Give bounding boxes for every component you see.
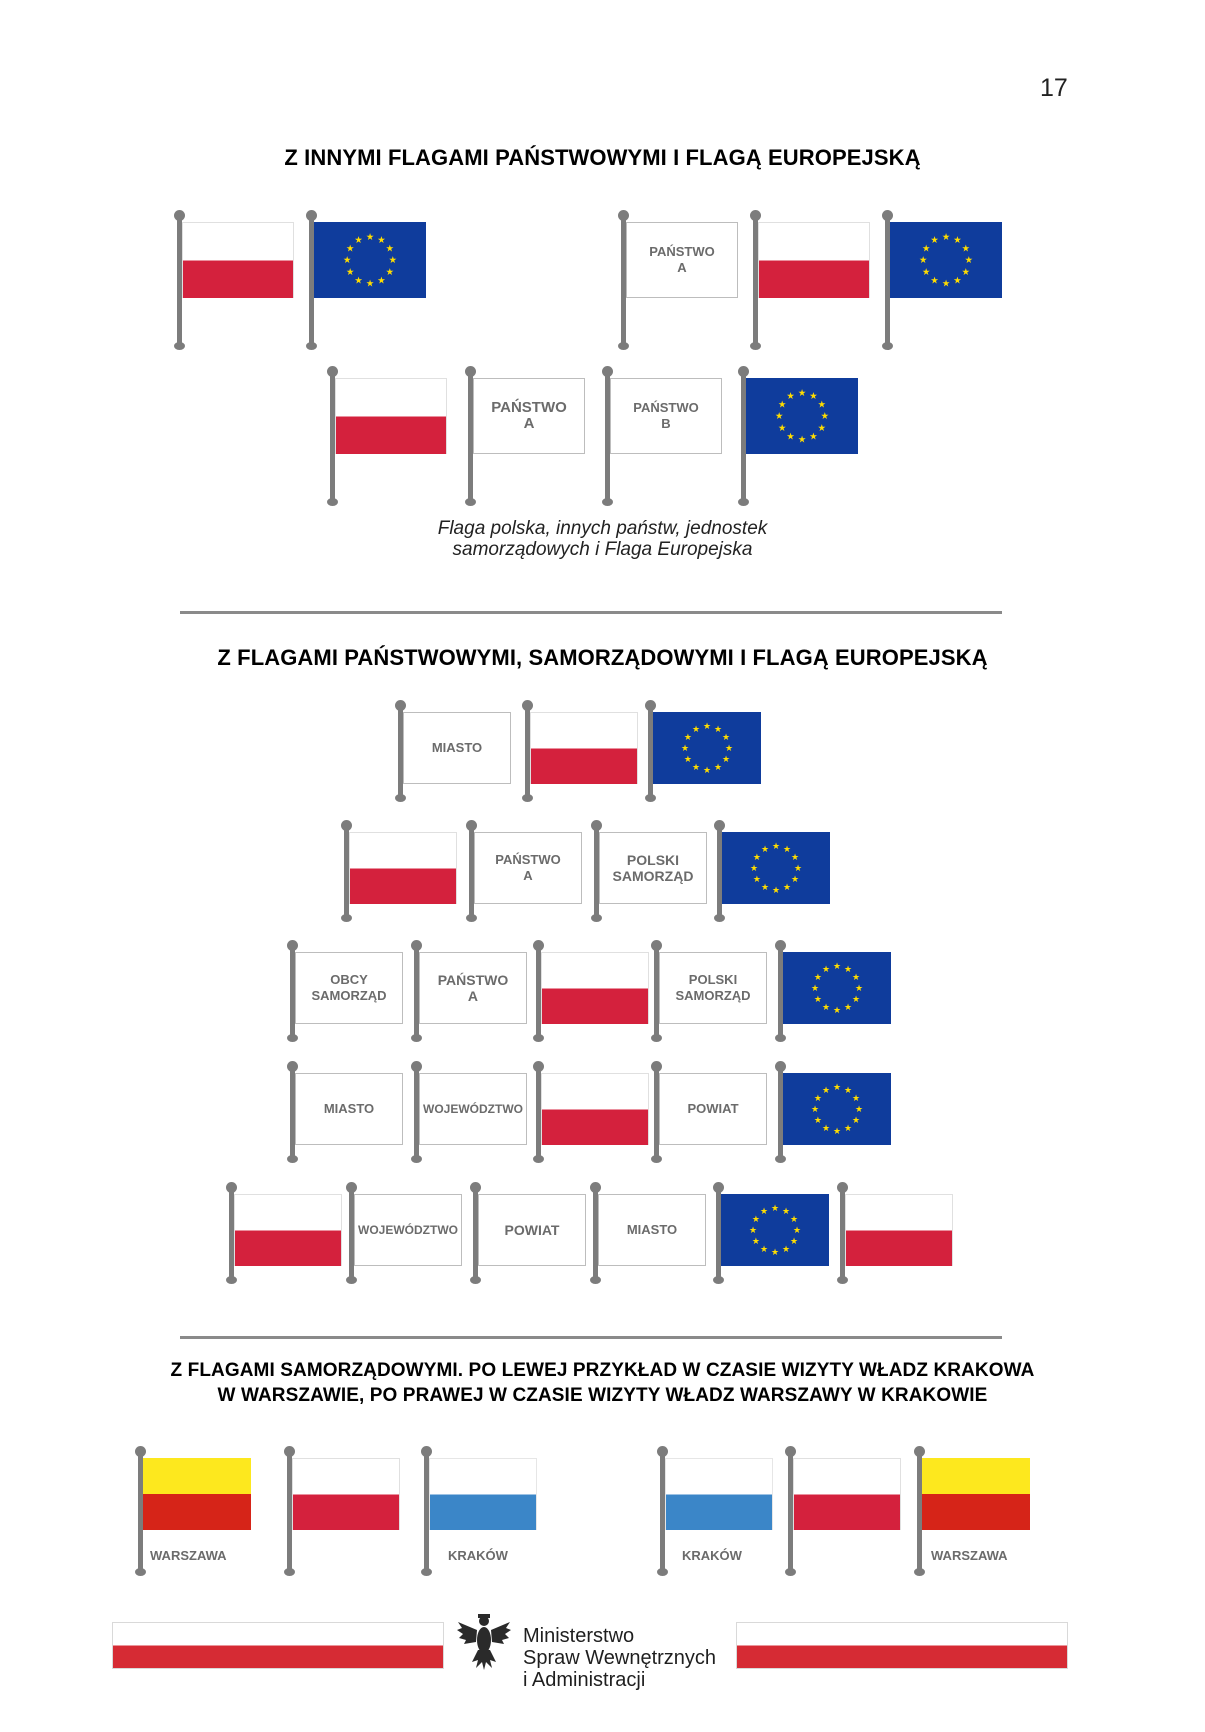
eu-star: ★ bbox=[810, 1105, 820, 1115]
section-divider-2 bbox=[180, 1336, 1002, 1339]
flagpole-finial bbox=[837, 1182, 848, 1193]
eu-star: ★ bbox=[722, 733, 731, 743]
flag-cloth-pl bbox=[845, 1194, 953, 1266]
eu-stars-icon bbox=[783, 1073, 891, 1145]
eu-star: ★ bbox=[852, 973, 861, 983]
flagpole-base bbox=[651, 1034, 662, 1042]
eu-star: ★ bbox=[790, 1215, 799, 1225]
eu-star: ★ bbox=[813, 973, 822, 983]
flagpole-finial bbox=[284, 1446, 295, 1457]
eu-star: ★ bbox=[930, 275, 939, 287]
flag-cloth-pl bbox=[541, 952, 649, 1024]
flagpole-base bbox=[327, 498, 338, 506]
eu-star: ★ bbox=[778, 399, 787, 411]
flagpole-finial bbox=[341, 820, 352, 831]
flagpole-finial bbox=[346, 1182, 357, 1193]
flagpole-finial bbox=[226, 1182, 237, 1193]
flagpole-finial bbox=[466, 820, 477, 831]
section-3-heading-line-2: W WARSZAWIE, PO PRAWEJ W CZASIE WIZYTY WŁADZ WARSZAWY W KRAKOWIE bbox=[217, 1385, 988, 1406]
flagpole-finial bbox=[327, 366, 338, 377]
ministry-name bbox=[523, 1625, 716, 1691]
eu-star: ★ bbox=[832, 1006, 842, 1016]
polish-eagle-emblem-icon bbox=[456, 1612, 512, 1674]
eu-star: ★ bbox=[941, 278, 951, 290]
eu-star: ★ bbox=[832, 1083, 842, 1093]
eu-star: ★ bbox=[961, 243, 970, 255]
eu-star: ★ bbox=[385, 266, 394, 278]
eu-star: ★ bbox=[964, 255, 973, 267]
flagpole-base bbox=[522, 794, 533, 802]
flag-cloth-wh bbox=[474, 832, 582, 904]
eu-star: ★ bbox=[821, 1124, 831, 1135]
eu-star: ★ bbox=[781, 1245, 791, 1256]
flagpole-base bbox=[602, 498, 613, 506]
eu-star: ★ bbox=[782, 844, 792, 855]
eu-star: ★ bbox=[809, 431, 818, 443]
eu-star: ★ bbox=[782, 883, 792, 894]
eu-star: ★ bbox=[778, 422, 787, 434]
eu-star: ★ bbox=[377, 234, 386, 247]
eu-star: ★ bbox=[781, 1206, 791, 1217]
page-number: 17 bbox=[1040, 74, 1068, 102]
eu-star: ★ bbox=[786, 390, 795, 403]
flag-label: PAŃSTWO A bbox=[649, 244, 715, 275]
flag-cloth-wr bbox=[922, 1458, 1030, 1530]
eu-star: ★ bbox=[346, 266, 355, 278]
flag-cloth-wr bbox=[143, 1458, 251, 1530]
eu-star: ★ bbox=[385, 243, 394, 255]
flagpole-base bbox=[465, 498, 476, 506]
eu-star: ★ bbox=[843, 1124, 853, 1135]
flag-cloth-pl bbox=[349, 832, 457, 904]
flagpole-base bbox=[785, 1568, 796, 1576]
flagpole-base bbox=[914, 1568, 925, 1576]
section-2-heading: Z FLAGAMI PAŃSTWOWYMI, SAMORZĄDOWYMI I FLAGĄ EUROPEJSKĄ bbox=[217, 645, 988, 670]
flag-cloth-wh bbox=[478, 1194, 586, 1266]
flag-cloth-kr bbox=[429, 1458, 537, 1530]
eu-star: ★ bbox=[775, 411, 784, 423]
eu-star: ★ bbox=[821, 1003, 831, 1014]
flagpole-base bbox=[395, 794, 406, 802]
eu-star: ★ bbox=[722, 755, 731, 765]
flag-cloth-kr bbox=[665, 1458, 773, 1530]
flag-cloth-eu bbox=[746, 378, 858, 454]
flag-cloth-eu bbox=[722, 832, 830, 904]
flagpole-base bbox=[618, 342, 629, 350]
flag-label: MIASTO bbox=[323, 1101, 375, 1116]
flagpole-base bbox=[837, 1276, 848, 1284]
flagpole-finial bbox=[785, 1446, 796, 1457]
flagpole-finial bbox=[174, 210, 185, 221]
eu-star: ★ bbox=[792, 1226, 802, 1236]
flag-cloth-eu bbox=[314, 222, 426, 298]
eu-star: ★ bbox=[821, 1085, 831, 1096]
eu-star: ★ bbox=[751, 1215, 760, 1225]
flagpole-finial bbox=[882, 210, 893, 221]
eu-star: ★ bbox=[771, 886, 781, 896]
flag-label: POLSKI SAMORZĄD bbox=[675, 972, 751, 1003]
flag-cloth-pl bbox=[793, 1458, 901, 1530]
flag-cloth-wh bbox=[295, 1073, 403, 1145]
flag-label: WOJEWÓDZTWO bbox=[358, 1223, 458, 1237]
flagpole-base bbox=[411, 1034, 422, 1042]
flagpole-finial bbox=[618, 210, 629, 221]
flagpole-base bbox=[738, 498, 749, 506]
flagpole-finial bbox=[135, 1446, 146, 1457]
flagpole-base bbox=[135, 1568, 146, 1576]
flag-caption: KRAKÓW bbox=[682, 1548, 742, 1563]
eu-star: ★ bbox=[854, 984, 864, 994]
eu-star: ★ bbox=[820, 411, 829, 423]
eu-star: ★ bbox=[809, 390, 818, 403]
eu-star: ★ bbox=[843, 964, 853, 975]
eu-star: ★ bbox=[813, 1116, 822, 1126]
flagpole-finial bbox=[738, 366, 749, 377]
flag-cloth-wh bbox=[598, 1194, 706, 1266]
flag-cloth-pl bbox=[234, 1194, 342, 1266]
eu-star: ★ bbox=[680, 744, 690, 754]
flagpole-base bbox=[533, 1155, 544, 1163]
flagpole-finial bbox=[470, 1182, 481, 1193]
footer-flag-band-right bbox=[736, 1622, 1068, 1669]
eu-star: ★ bbox=[759, 1245, 769, 1256]
flag-caption: KRAKÓW bbox=[448, 1548, 508, 1563]
flag-caption: WARSZAWA bbox=[150, 1548, 227, 1563]
flag-cloth-pl bbox=[335, 378, 447, 454]
eu-star: ★ bbox=[793, 864, 803, 874]
flagpole-finial bbox=[411, 1061, 422, 1072]
flag-label: MIASTO bbox=[626, 1222, 678, 1237]
flag-cloth-wh bbox=[403, 712, 511, 784]
flagpole-finial bbox=[306, 210, 317, 221]
flag-label: POWIAT bbox=[504, 1222, 560, 1238]
eu-star: ★ bbox=[713, 763, 723, 774]
flagpole-base bbox=[657, 1568, 668, 1576]
eu-stars-icon bbox=[722, 832, 830, 904]
flagpole-finial bbox=[775, 1061, 786, 1072]
eu-star: ★ bbox=[770, 1204, 780, 1214]
eu-stars-icon bbox=[721, 1194, 829, 1266]
eu-stars-icon bbox=[653, 712, 761, 784]
eu-star: ★ bbox=[832, 1127, 842, 1137]
ministry-line-1: Ministerstwo bbox=[523, 1625, 635, 1647]
eu-star: ★ bbox=[953, 275, 962, 287]
eu-star: ★ bbox=[854, 1105, 864, 1115]
eu-star: ★ bbox=[365, 278, 375, 290]
flagpole-base bbox=[287, 1034, 298, 1042]
flag-cloth-wh bbox=[354, 1194, 462, 1266]
flagpole-base bbox=[174, 342, 185, 350]
flag-cloth-eu bbox=[783, 952, 891, 1024]
flagpole-finial bbox=[533, 1061, 544, 1072]
flag-cloth-wh bbox=[419, 952, 527, 1024]
eu-star: ★ bbox=[760, 883, 770, 894]
eu-star: ★ bbox=[810, 984, 820, 994]
flagpole-base bbox=[411, 1155, 422, 1163]
flag-cloth-wh bbox=[419, 1073, 527, 1145]
flag-cloth-pl bbox=[182, 222, 294, 298]
flag-label: OBCY SAMORZĄD bbox=[311, 972, 387, 1003]
section-1-caption: Flaga polska, innych państw, jednostek samorządowych i Flaga Europejska bbox=[437, 518, 768, 560]
flagpole-finial bbox=[395, 700, 406, 711]
flag-cloth-pl bbox=[541, 1073, 649, 1145]
eu-star: ★ bbox=[702, 766, 712, 776]
flagpole-base bbox=[306, 342, 317, 350]
eu-star: ★ bbox=[797, 434, 807, 446]
eu-star: ★ bbox=[752, 853, 761, 863]
eu-star: ★ bbox=[832, 962, 842, 972]
section-3-heading-line-1: Z FLAGAMI SAMORZĄDOWYMI. PO LEWEJ PRZYKŁAD W CZASIE WIZYTY WŁADZ KRAKOWA bbox=[170, 1360, 1035, 1381]
eu-star: ★ bbox=[790, 1237, 799, 1247]
flagpole-base bbox=[421, 1568, 432, 1576]
flag-cloth-wh bbox=[473, 378, 585, 454]
ministry-line-3: i Administracji bbox=[523, 1669, 646, 1691]
eu-star: ★ bbox=[922, 266, 931, 278]
flagpole-finial bbox=[533, 940, 544, 951]
flag-label: PAŃSTWO A bbox=[495, 852, 561, 883]
flagpole-finial bbox=[591, 820, 602, 831]
flagpole-base bbox=[714, 914, 725, 922]
flagpole-base bbox=[226, 1276, 237, 1284]
eu-star: ★ bbox=[365, 231, 375, 243]
eu-star: ★ bbox=[922, 243, 931, 255]
flag-cloth-eu bbox=[890, 222, 1002, 298]
eu-star: ★ bbox=[691, 763, 701, 774]
eu-star: ★ bbox=[771, 842, 781, 852]
eu-star: ★ bbox=[770, 1248, 780, 1258]
flagpole-base bbox=[341, 914, 352, 922]
eu-star: ★ bbox=[817, 422, 826, 434]
eu-star: ★ bbox=[813, 995, 822, 1005]
flagpole-finial bbox=[522, 700, 533, 711]
eu-star: ★ bbox=[843, 1003, 853, 1014]
eu-star: ★ bbox=[961, 266, 970, 278]
eu-star: ★ bbox=[691, 724, 701, 735]
flagpole-finial bbox=[775, 940, 786, 951]
eu-star: ★ bbox=[354, 275, 363, 287]
section-1-heading: Z INNYMI FLAGAMI PAŃSTWOWYMI I FLAGĄ EUROPEJSKĄ bbox=[284, 145, 921, 170]
flagpole-finial bbox=[657, 1446, 668, 1457]
flagpole-base bbox=[470, 1276, 481, 1284]
eu-star: ★ bbox=[919, 255, 928, 267]
flagpole-base bbox=[284, 1568, 295, 1576]
flagpole-base bbox=[882, 342, 893, 350]
flagpole-finial bbox=[714, 820, 725, 831]
eu-star: ★ bbox=[683, 755, 692, 765]
flagpole-base bbox=[466, 914, 477, 922]
flagpole-base bbox=[591, 914, 602, 922]
flag-cloth-eu bbox=[653, 712, 761, 784]
flag-cloth-eu bbox=[721, 1194, 829, 1266]
eu-star: ★ bbox=[813, 1094, 822, 1104]
flagpole-base bbox=[287, 1155, 298, 1163]
eu-star: ★ bbox=[724, 744, 734, 754]
flag-label: PAŃSTWO A bbox=[437, 972, 509, 1004]
flag-cloth-wh bbox=[659, 952, 767, 1024]
flag-cloth-pl bbox=[530, 712, 638, 784]
eu-star: ★ bbox=[852, 995, 861, 1005]
eu-star: ★ bbox=[346, 243, 355, 255]
eu-star: ★ bbox=[843, 1085, 853, 1096]
eu-stars-icon bbox=[783, 952, 891, 1024]
flag-label: POLSKI SAMORZĄD bbox=[612, 852, 694, 884]
flag-label: PAŃSTWO A bbox=[491, 399, 567, 432]
flag-cloth-pl bbox=[758, 222, 870, 298]
eu-star: ★ bbox=[760, 844, 770, 855]
flagpole-finial bbox=[602, 366, 613, 377]
flag-label: PAŃSTWO B bbox=[633, 400, 699, 431]
flag-cloth-wh bbox=[659, 1073, 767, 1145]
flagpole-finial bbox=[713, 1182, 724, 1193]
flag-label: MIASTO bbox=[431, 740, 483, 755]
section-divider-1 bbox=[180, 611, 1002, 614]
eu-star: ★ bbox=[702, 722, 712, 732]
eu-star: ★ bbox=[953, 234, 962, 247]
flagpole-finial bbox=[411, 940, 422, 951]
eu-star: ★ bbox=[354, 234, 363, 247]
flagpole-finial bbox=[465, 366, 476, 377]
flagpole-finial bbox=[421, 1446, 432, 1457]
eu-star: ★ bbox=[388, 255, 397, 267]
flagpole-base bbox=[775, 1034, 786, 1042]
eu-star: ★ bbox=[751, 1237, 760, 1247]
eu-star: ★ bbox=[749, 864, 759, 874]
eu-star: ★ bbox=[377, 275, 386, 287]
eu-star: ★ bbox=[817, 399, 826, 411]
flagpole-finial bbox=[590, 1182, 601, 1193]
flag-cloth-eu bbox=[783, 1073, 891, 1145]
flagpole-finial bbox=[651, 940, 662, 951]
flag-caption: WARSZAWA bbox=[931, 1548, 1008, 1563]
eu-star: ★ bbox=[941, 231, 951, 243]
flag-cloth-wh bbox=[626, 222, 738, 298]
eu-star: ★ bbox=[343, 255, 352, 267]
eu-star: ★ bbox=[759, 1206, 769, 1217]
eu-star: ★ bbox=[791, 875, 800, 885]
flagpole-finial bbox=[645, 700, 656, 711]
flag-cloth-wh bbox=[599, 832, 707, 904]
eu-star: ★ bbox=[791, 853, 800, 863]
flag-cloth-pl bbox=[292, 1458, 400, 1530]
flagpole-base bbox=[775, 1155, 786, 1163]
flagpole-base bbox=[750, 342, 761, 350]
flag-label: WOJEWÓDZTWO bbox=[423, 1102, 523, 1116]
flagpole-finial bbox=[651, 1061, 662, 1072]
eu-stars-icon bbox=[314, 222, 426, 298]
flag-cloth-wh bbox=[610, 378, 722, 454]
flagpole-finial bbox=[750, 210, 761, 221]
eu-star: ★ bbox=[930, 234, 939, 247]
eu-star: ★ bbox=[852, 1094, 861, 1104]
eu-star: ★ bbox=[797, 387, 807, 399]
flagpole-base bbox=[533, 1034, 544, 1042]
flagpole-base bbox=[651, 1155, 662, 1163]
ministry-line-2: Spraw Wewnętrznych bbox=[523, 1647, 717, 1669]
eu-star: ★ bbox=[683, 733, 692, 743]
flagpole-base bbox=[713, 1276, 724, 1284]
footer-flag-band-left bbox=[112, 1622, 444, 1669]
eu-star: ★ bbox=[748, 1226, 758, 1236]
flagpole-finial bbox=[287, 940, 298, 951]
flagpole-base bbox=[645, 794, 656, 802]
flagpole-base bbox=[590, 1276, 601, 1284]
flagpole-finial bbox=[287, 1061, 298, 1072]
eu-star: ★ bbox=[752, 875, 761, 885]
flag-label: POWIAT bbox=[687, 1101, 739, 1116]
eu-stars-icon bbox=[746, 378, 858, 454]
flagpole-finial bbox=[914, 1446, 925, 1457]
eu-star: ★ bbox=[821, 964, 831, 975]
flagpole-base bbox=[346, 1276, 357, 1284]
eu-stars-icon bbox=[890, 222, 1002, 298]
eu-star: ★ bbox=[786, 431, 795, 443]
eu-star: ★ bbox=[852, 1116, 861, 1126]
eu-star: ★ bbox=[713, 724, 723, 735]
flag-cloth-wh bbox=[295, 952, 403, 1024]
